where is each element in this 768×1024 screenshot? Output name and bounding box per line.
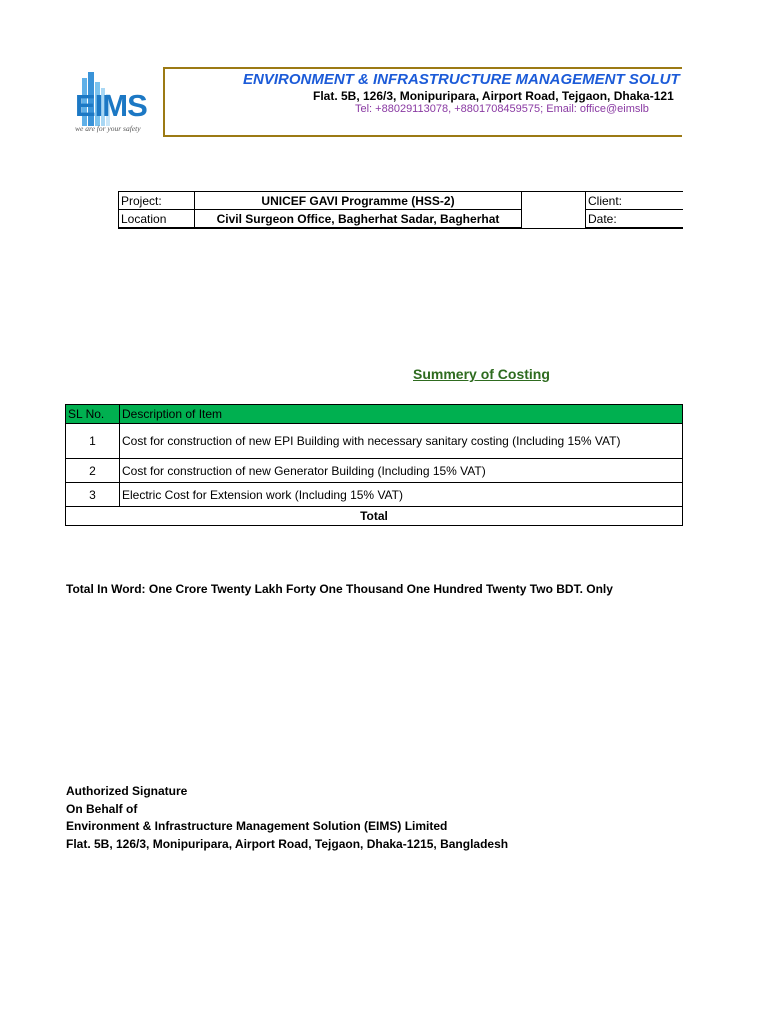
total-label: Total: [66, 507, 683, 526]
project-row: [119, 192, 683, 210]
company-full-name: Environment & Infrastructure Management Solution (EIMS) Limited: [66, 819, 448, 833]
company-header: [163, 67, 682, 137]
date-label: Date:: [586, 210, 683, 229]
total-row: [66, 507, 683, 526]
logo-text: EIMS: [75, 88, 147, 123]
project-label: Project:: [119, 192, 195, 210]
row-sl: 3: [66, 483, 120, 507]
row-description: Electric Cost for Extension work (Including 15% VAT): [120, 483, 683, 507]
company-contact: Tel: +88029113078, +8801708459575; Email: office@eimslb: [355, 103, 649, 115]
on-behalf-line: On Behalf of: [66, 801, 138, 816]
project-info-table: [118, 191, 683, 229]
column-header-sl: SL No.: [66, 405, 120, 424]
location-row: [119, 210, 683, 229]
cost-summary-table: [65, 404, 683, 526]
table-header-row: [66, 405, 683, 424]
project-value: UNICEF GAVI Programme (HSS-2): [195, 192, 522, 210]
company-name: ENVIRONMENT & INFRASTRUCTURE MANAGEMENT SOLUT: [243, 71, 680, 88]
row-sl: 1: [66, 424, 120, 459]
signature-block: [66, 783, 508, 853]
logo-tagline: we are for your safety: [75, 124, 141, 133]
company-address: Flat. 5B, 126/3, Monipuripara, Airport Road, Tejgaon, Dhaka-121: [313, 89, 674, 103]
summary-title: Summery of Costing: [413, 366, 550, 382]
signature-line: Authorized Signature: [66, 784, 188, 798]
location-value: Civil Surgeon Office, Bagherhat Sadar, Bagherhat: [195, 210, 522, 229]
row-description: Cost for construction of new EPI Building with necessary sanitary costing (Including 15% VAT): [120, 424, 683, 459]
location-label: Location: [119, 210, 195, 229]
table-row: [66, 459, 683, 483]
table-row: [66, 483, 683, 507]
company-full-address: Flat. 5B, 126/3, Monipuripara, Airport Road, Tejgaon, Dhaka-1215, Bangladesh: [66, 836, 509, 851]
empty-cell: [522, 192, 586, 229]
row-sl: 2: [66, 459, 120, 483]
total-in-word: Total In Word: One Crore Twenty Lakh Forty One Thousand One Hundred Twenty Two BDT. Only: [66, 582, 613, 596]
row-description: Cost for construction of new Generator Building (Including 15% VAT): [120, 459, 683, 483]
client-label: Client:: [586, 192, 683, 210]
column-header-description: Description of Item: [120, 405, 683, 424]
table-row: [66, 424, 683, 459]
